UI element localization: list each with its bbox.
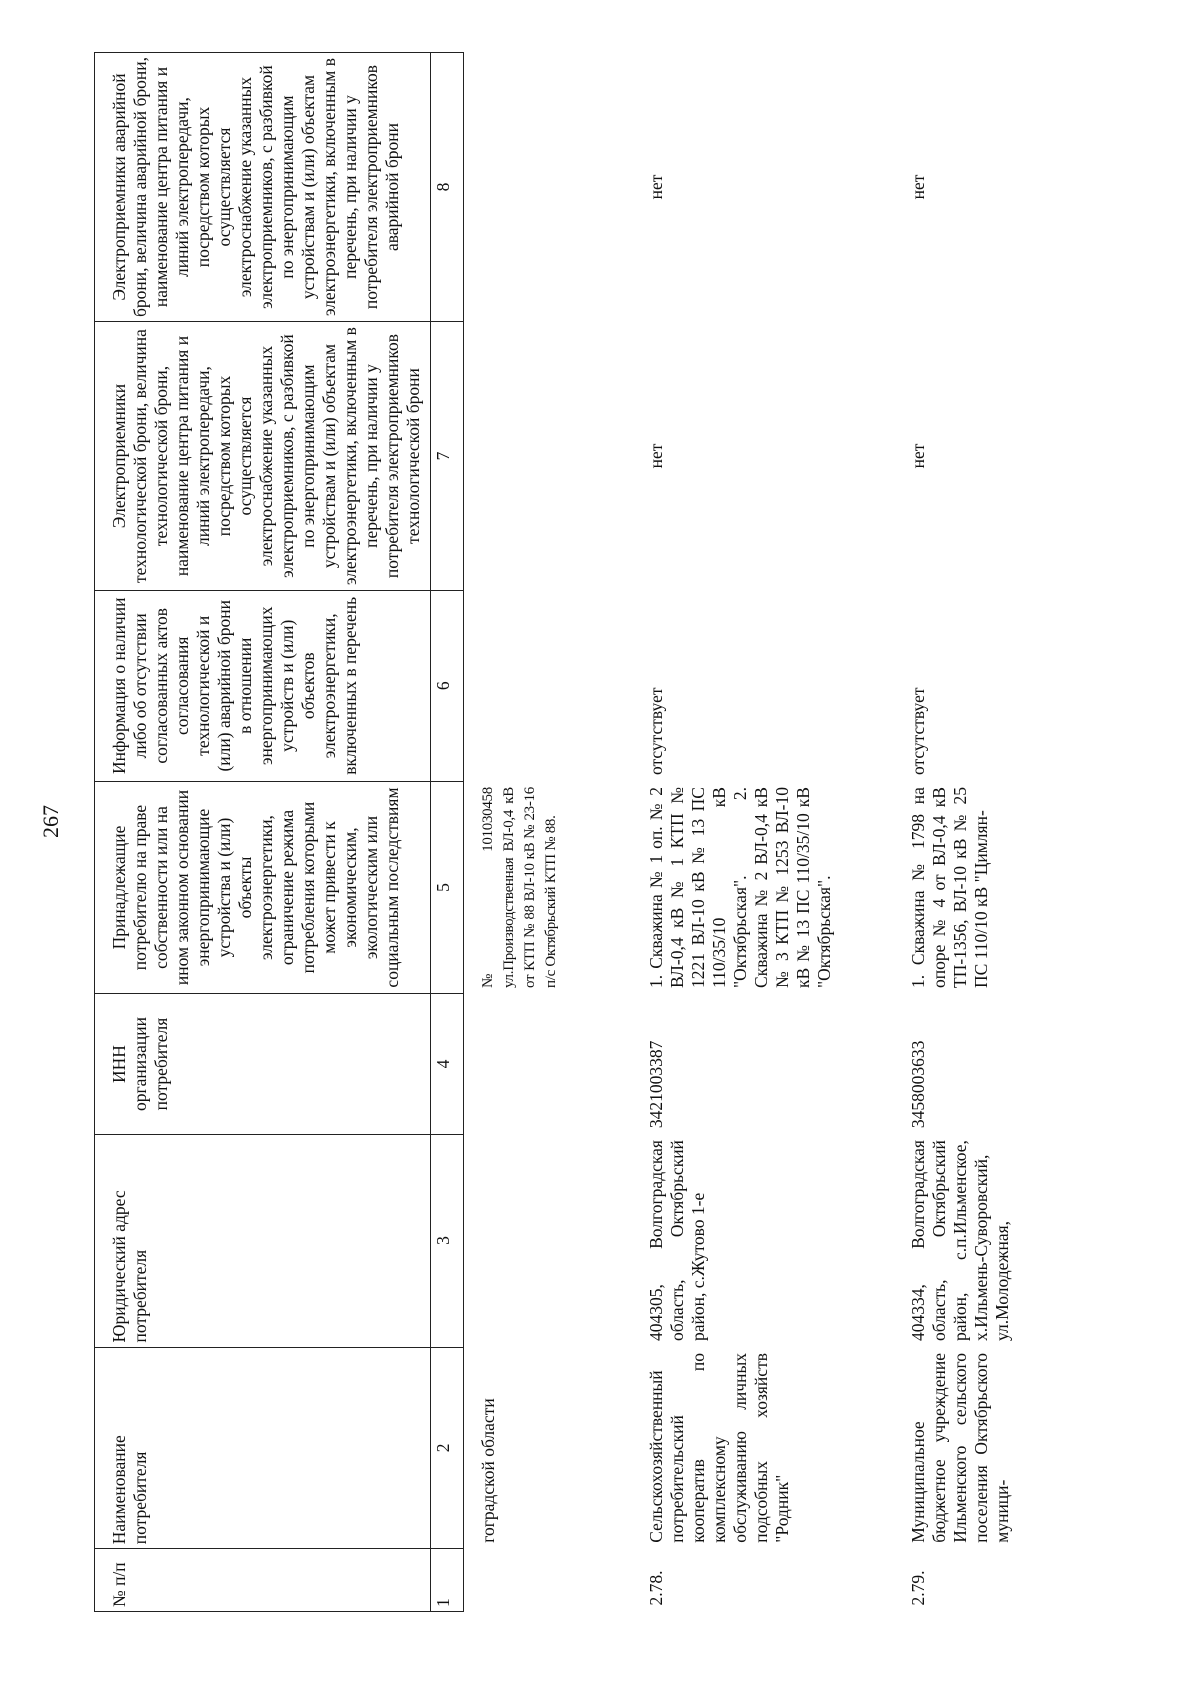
table-row [894,53,1013,1612]
header-objects: Принадлежащие потребителю на праве собственности или на ином законном основании энергопринимающие устройства и (или) объекты электроэнергетики, ограничение режима потребления которыми может привести к экономическим, экологическим или социальным последствиям [95,781,431,994]
column-number: 7 [431,322,464,591]
consumer-address: 404305, Волгоградская область, Октябрьский район, с.Жутово 1-е [645,1140,708,1342]
header-tech-reserve: Электроприемники технологической брони, величина технологической брони, наименование центра питания и линий электропередачи, посредством которых осуществляется электроснабжение указанных электроприемников, с разбивкой по энергопринимающим устройствам и (или) объектам электроэнергетики, включенным в перечень, при наличии у потребителя электроприемников технологической брони [95,322,431,591]
column-number: 5 [431,781,464,994]
column-number: 2 [431,1347,464,1549]
tech-reserve: нет [907,443,928,469]
column-number: 1 [431,1549,464,1612]
consumer-inn: 3421003387 [645,1040,666,1129]
header-name: Наименование потребителя [95,1347,431,1549]
header-address: Юридический адрес потребителя [95,1134,431,1347]
column-number: 6 [431,591,464,782]
row-number: 2.79. [907,1570,928,1606]
acts-status: отсутствует [907,687,928,776]
header-acts: Информация о наличии либо об отсутствии согласованных актов согласования технологической и (или) аварийной брони в отношении энергопринимающих устройств и (или) объектов электроэнергетики, включенных в перечень [95,591,431,782]
header-emergency-reserve: Электроприемники аварийной брони, величина аварийной брони, наименование центра питания и линий электропередачи, посредством которых осуществляется электроснабжение указанных электроприемников, с разбивкой по энергопринимающим устройствам и (или) объектам электроэнергетики, включенным в перечень, при наличии у потребителя электроприемников аварийной брони [95,53,431,322]
acts-status: отсутствует [645,687,666,776]
consumer-address: 404334, Волгоградская область, Октябрьский район, с.п.Ильменское, х.Ильмень-Суворовский, ул.Молодежная, [907,1140,1012,1342]
consumer-objects: 1. Скважина № 1 оп. № 2 ВЛ-0,4 кВ № 1 КТП № 1221 ВЛ-10 кВ № 13 ПС 110/35/10 кВ "Октябрьская". 2. Скважина № 2 ВЛ-0,4 кВ № 3 КТП № 1253 ВЛ-10 кВ № 13 ПС 110/35/10 кВ "Октябрьская". [645,787,834,988]
page-number: 267 [38,805,63,838]
row-number: 2.78. [645,1570,666,1606]
column-number-row [431,53,464,1612]
consumer-table [94,52,1013,1612]
header-inn: ИНН организации потребителя [95,994,431,1134]
table-row [464,53,632,1612]
table-row [632,53,894,1612]
header-num: № п/п [95,1549,431,1612]
consumer-inn: 3458003633 [907,1040,928,1129]
emergency-reserve: нет [645,174,666,200]
emergency-reserve: нет [907,174,928,200]
header-row [95,53,431,1612]
consumer-objects: 1. Скважина № 1798 на опоре № 4 от ВЛ-0,4 кВ ТП-1356, ВЛ-10 кВ № 25 ПС 110/10 кВ "Цимлян- [907,787,991,988]
column-number: 4 [431,994,464,1134]
rotated-page [94,52,1106,1612]
consumer-name: Муниципальное бюджетное учреждение Ильменского сельского поселения Октябрьского муници- [907,1353,1012,1543]
column-number: 3 [431,1134,464,1347]
column-number: 8 [431,53,464,322]
continuation-name: гоградской области [478,1398,498,1543]
consumer-name: Сельскохозяйственный потребительский кооператив по комплексному обслуживанию личных подсобных хозяйств "Родник" [645,1353,792,1543]
continuation-objects: № 101030458 ул.Производственная ВЛ-0,4 кВ от КТП № 88 ВЛ-10 кВ № 23-16 п/с Октябрьский КТП № 88. [480,787,559,988]
tech-reserve: нет [645,443,666,469]
